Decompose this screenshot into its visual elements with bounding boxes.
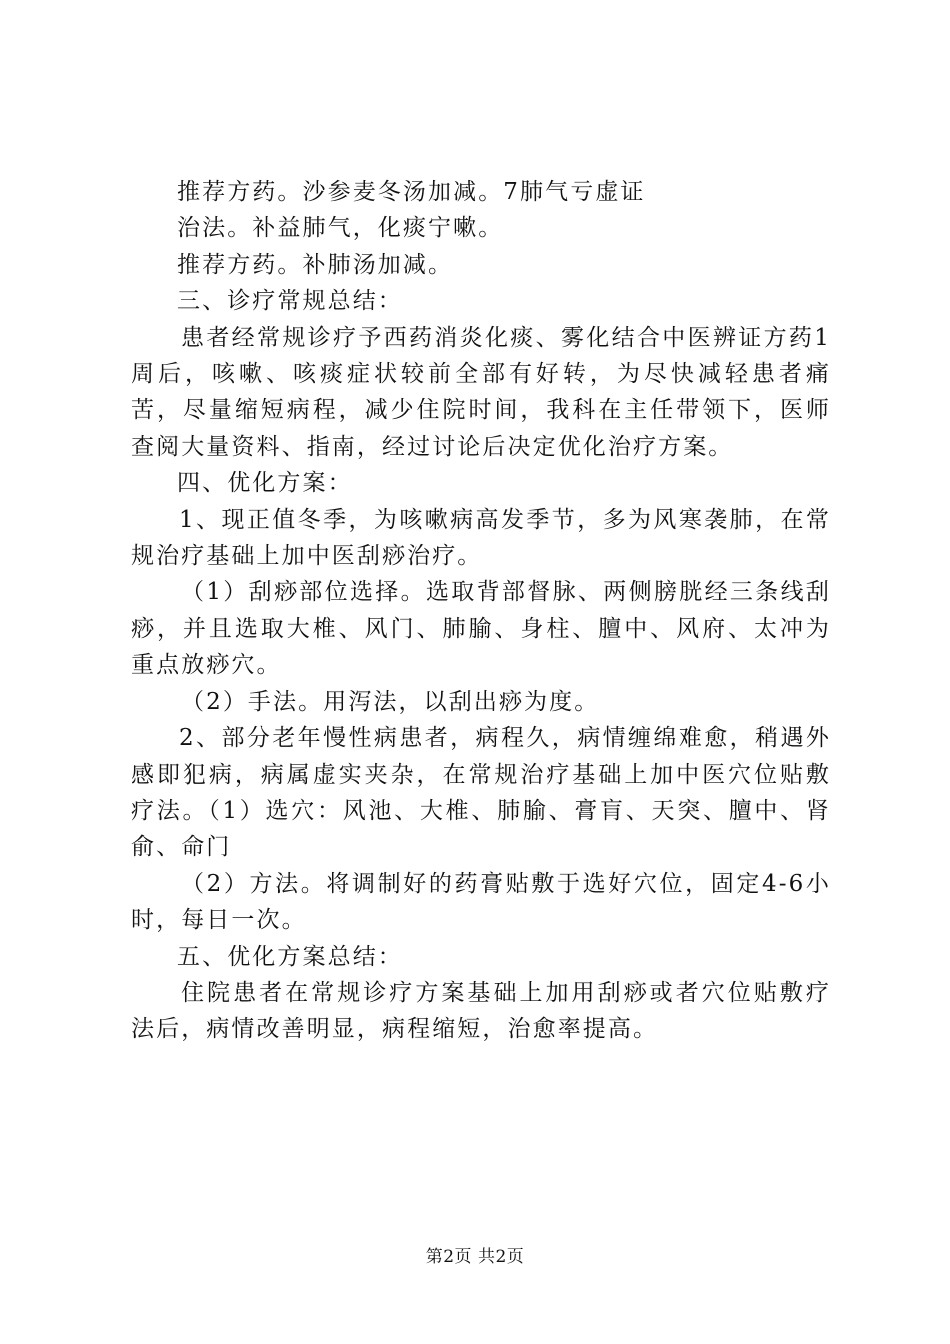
paragraph-application-method: （2）方法。将调制好的药膏贴敷于选好穴位，固定4-6小时，每日一次。 [131,870,831,934]
paragraph-plan-item-2: 2、部分老年慢性病患者，病程久，病情缠绵难愈，稍遇外感即犯病，病属虚实夹杂，在常规治疗基础上加中医穴位贴敷疗法。（1）选穴：风池、大椎、肺腧、膏肓、天突、膻中、肾俞、命门 [131,725,831,861]
paragraph-gua-sha-location: （1）刮痧部位选择。选取背部督脉、两侧膀胱经三条线刮痧，并且选取大椎、风门、肺腧、身柱、膻中、风府、太冲为重点放痧穴。 [131,579,831,679]
document-body [131,174,831,1048]
heading-optimized-summary: 五、优化方案总结： [177,943,403,970]
heading-optimized-plan: 四、优化方案： [177,470,353,497]
paragraph-optimized-summary: 住院患者在常规诊疗方案基础上加用刮痧或者穴位贴敷疗法后，病情改善明显，病程缩短，治愈率提高。 [131,979,831,1043]
paragraph-recommended-formula-2: 推荐方药。补肺汤加减。 [177,251,454,278]
heading-routine-summary: 三、诊疗常规总结： [177,288,403,315]
paragraph-plan-item-1: 1、现正值冬季，为咳嗽病高发季节，多为风寒袭肺，在常规治疗基础上加中医刮痧治疗。 [131,506,831,570]
paragraph-treatment-method: 治法。补益肺气，化痰宁嗽。 [177,215,504,242]
paragraph-recommended-formula-1: 推荐方药。沙参麦冬汤加减。7肺气亏虚证 [177,179,646,205]
paragraph-routine-summary: 患者经常规诊疗予西药消炎化痰、雾化结合中医辨证方药1周后，咳嗽、咳痰症状较前全部有好转，为尽快减轻患者痛苦，尽量缩短病程，减少住院时间，我科在主任带领下，医师查阅大量资料、指南，经过讨论后决定优化治疗方案。 [131,324,831,460]
paragraph-gua-sha-technique: （2）手法。用泻法，以刮出痧为度。 [181,688,600,715]
page-footer: 第2页 共2页 [425,1247,525,1267]
